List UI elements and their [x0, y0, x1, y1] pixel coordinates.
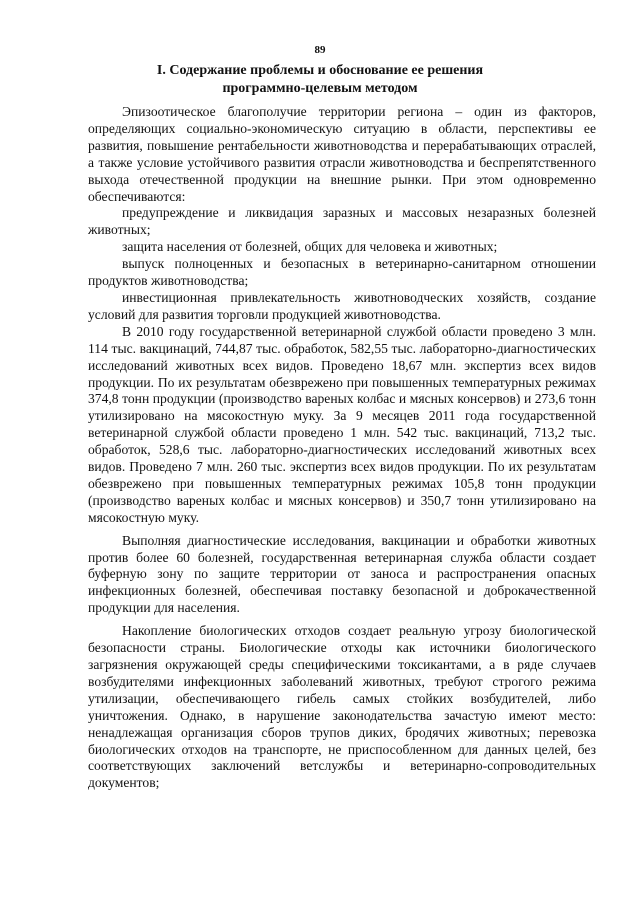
paragraph-biological-waste: Накопление биологических отходов создает реальную угрозу биологической безопасности страны. Биологические отходы как источники биологического загрязнения окружающей среды специфическими токсикантами, а в ряде случаев возбудителями инфекционных заболеваний животных, требуют строгого режима утилизации, обеспечивающего гибель самых стойких возбудителей, либо уничтожения. Однако, в нарушение законодательства зачастую имеют место: ненадлежащая организация сборов трупов диких, бродячих животных; перевозка биологических отходов на транспорте, не приспособленном для данных целей, без соответствующих заключений ветслужбы и ветеринарно-сопроводительных документов;: [88, 623, 596, 791]
list-item-prevention: предупреждение и ликвидация заразных и массовых незаразных болезней животных;: [88, 205, 596, 238]
list-item-safe-products: выпуск полноценных и безопасных в ветеринарно-санитарном отношении продуктов животноводства;: [88, 256, 596, 289]
section-heading-line-1: I. Содержание проблемы и обоснование ее решения: [156, 63, 484, 78]
body-text: [88, 104, 596, 792]
paragraph-diagnostics: Выполняя диагностические исследования, вакцинации и обработки животных против более 60 болезней, государственная ветеринарная служба области создает буферную зону по защите территории от заноса и распространения опасных инфекционных болезней, обеспечивая поставку безопасной и доброкачественной продукции для населения.: [88, 532, 596, 616]
paragraph-statistics: В 2010 году государственной ветеринарной службой области проведено 3 млн. 114 тыс. вакцинаций, 744,87 тыс. обработок, 582,55 тыс. лабораторно-диагностических исследований животных всех видов. Проведено 18,67 млн. экспертиз всех видов продукции. По их результатам обезврежено при повышенных температурных режимах 374,8 тонн продукции (производство вареных колбас и мясных консервов) и 273,6 тонн утилизировано на мясокостную муку. За 9 месяцев 2011 года государственной ветеринарной службой области проведено 1 млн. 542 тыс. вакцинаций, 713,2 тыс. обработок, 528,6 тыс. лабораторно-диагностических исследований животных всех видов. Проведено 7 млн. 260 тыс. экспертиз всех видов продукции. По их результатам обезврежено при повышенных температурных режимах 105,8 тонн продукции (производство вареных колбас и мясных консервов) и 350,7 тонн утилизировано на мясокостную муку.: [88, 323, 596, 525]
page-number: 89: [314, 44, 326, 56]
list-item-investment: инвестиционная привлекательность животноводческих хозяйств, создание условий для развития торговли продукцией животноводства.: [88, 289, 596, 322]
paragraph-intro: Эпизоотическое благополучие территории региона – один из факторов, определяющих социально-экономическую ситуацию в области, перспективы ее развития, повышение рентабельности животноводства и перерабатывающих отраслей, а также условие устойчивого развития отрасли животноводства и беспрепятственного выхода отечественной продукции на внешние рынки. При этом одновременно обеспечиваются:: [88, 104, 596, 204]
list-item-public-protection: защита населения от болезней, общих для человека и животных;: [122, 239, 498, 255]
section-heading-line-2: программно-целевым методом: [222, 81, 418, 96]
section-heading: [100, 62, 540, 98]
